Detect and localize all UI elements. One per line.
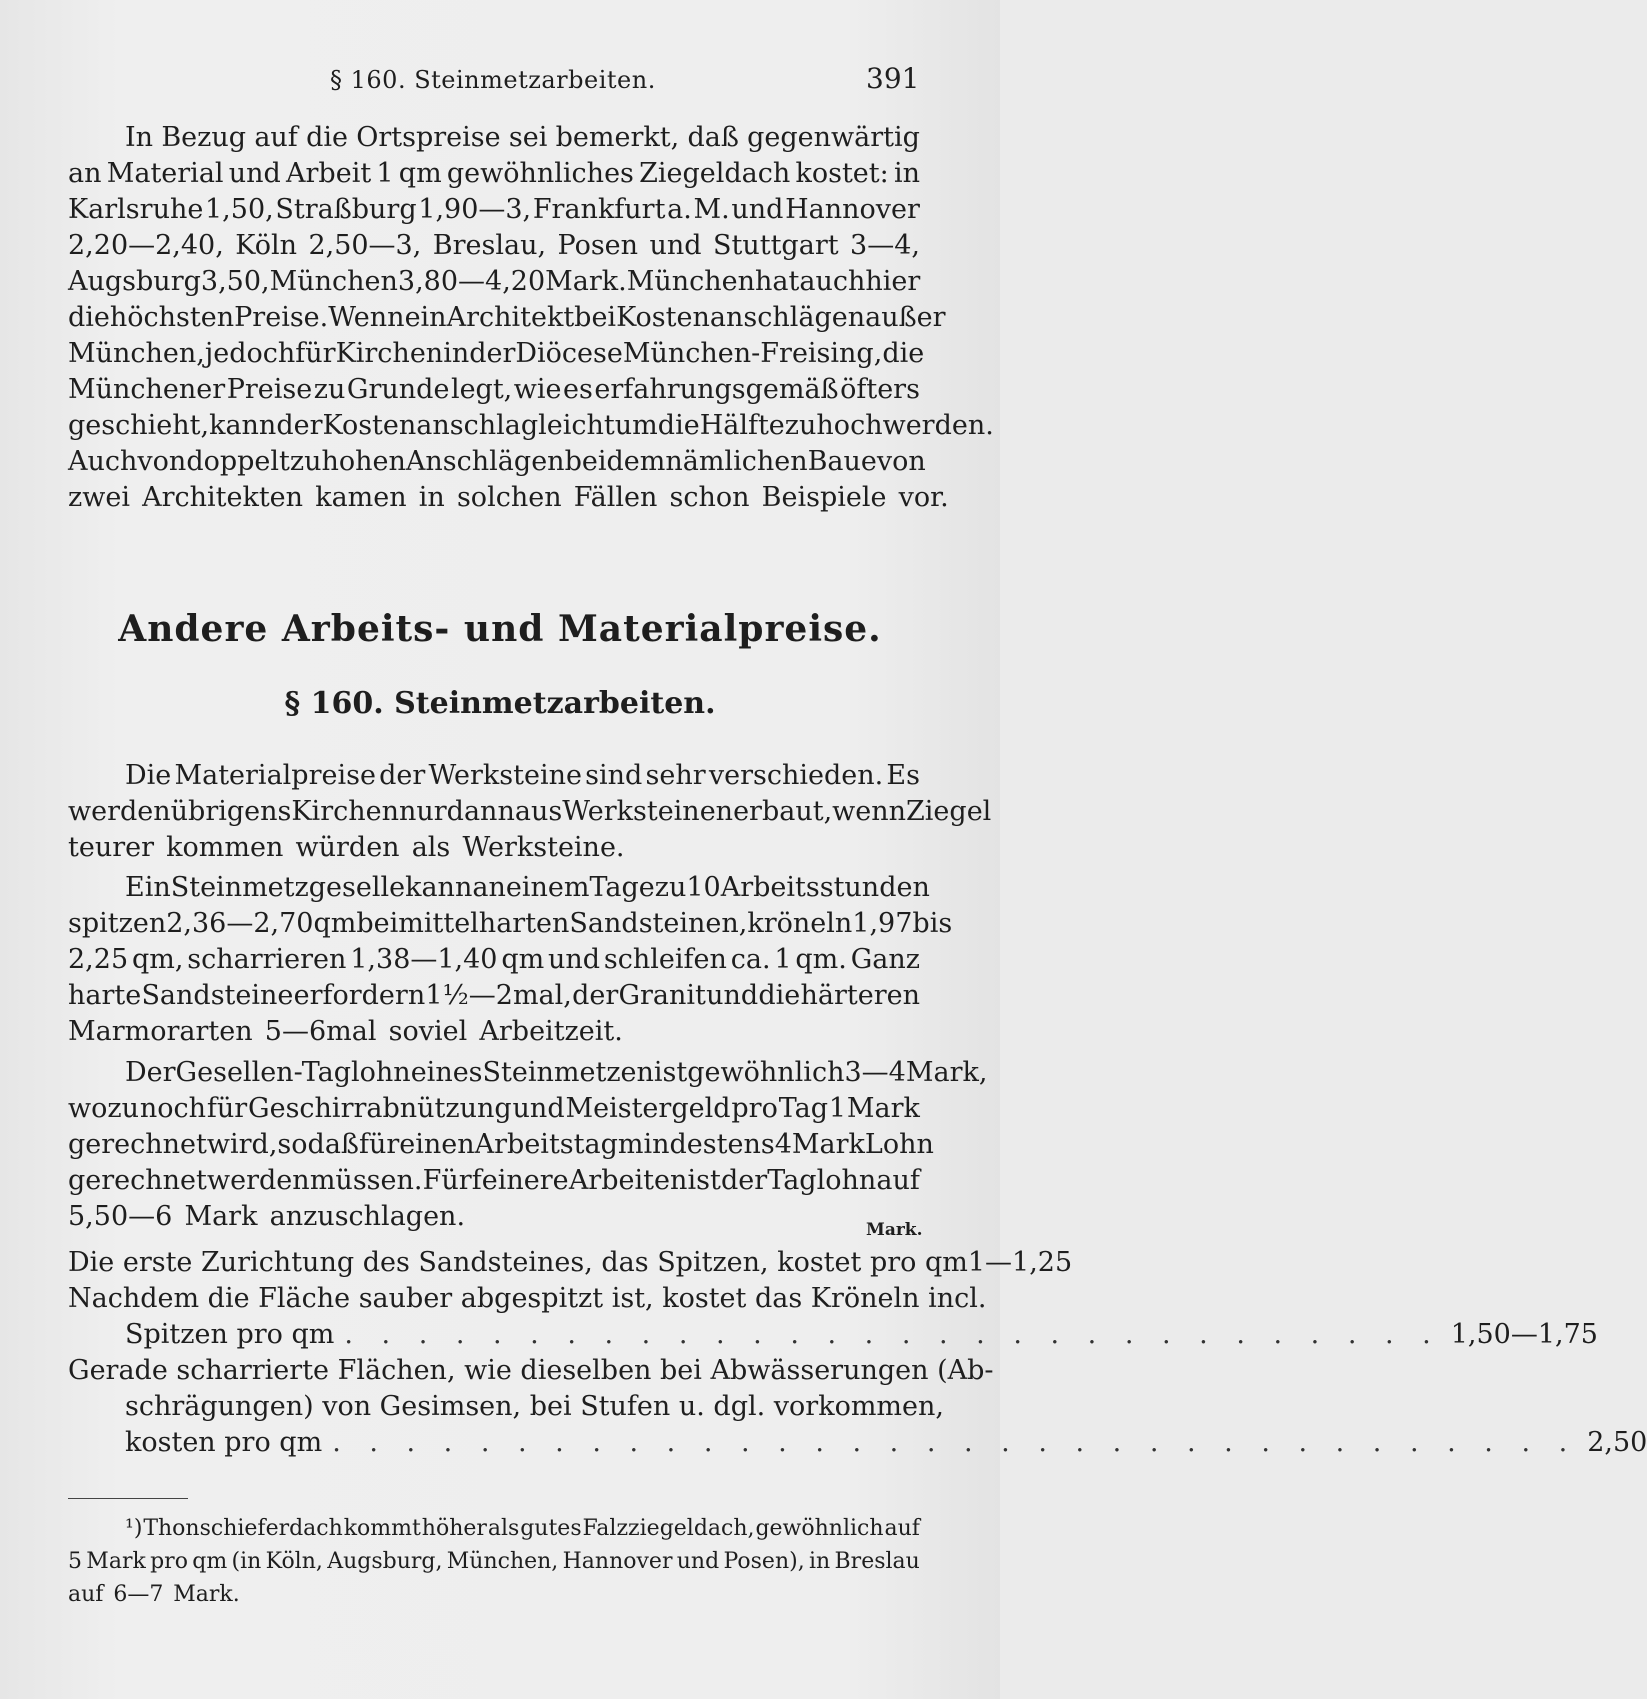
word: kommt: [343, 1516, 421, 1541]
text-line: [68, 336, 925, 372]
text-line: [68, 480, 949, 516]
text-line: [68, 830, 920, 866]
word: Arbeit: [286, 158, 372, 189]
word: 2,25: [68, 944, 129, 975]
text-line: [68, 1091, 920, 1127]
word: gerechnet: [68, 1129, 207, 1160]
word: Thonschieferdach: [143, 1516, 343, 1541]
word: Hannover: [785, 194, 920, 225]
text-line: [68, 906, 953, 942]
word: es: [563, 374, 593, 405]
word: Die: [125, 760, 172, 791]
paragraph-materialpreise: [68, 758, 992, 866]
word: zu: [313, 374, 346, 405]
word: Der: [125, 1057, 176, 1088]
word: sind: [585, 760, 643, 791]
word: ist: [653, 1057, 688, 1088]
price-item-scharriert-line1: [68, 1353, 994, 1389]
word: pro: [150, 1549, 188, 1574]
word: aus: [514, 796, 563, 827]
word: erbaut,: [733, 796, 833, 827]
word: der: [572, 980, 619, 1011]
word: würden: [295, 832, 400, 863]
word: Ortspreise: [356, 122, 501, 153]
word: kamen: [315, 482, 407, 513]
word: Sandsteinen,: [569, 908, 748, 939]
word: hier: [865, 266, 921, 297]
word: 3,80—4,20: [397, 266, 546, 297]
word: qm.: [795, 944, 847, 975]
word: 1: [828, 1093, 847, 1124]
word: daß: [687, 122, 739, 153]
word: leicht: [538, 410, 615, 441]
price-item-text: schrägungen) von Gesimsen, bei Stufen u. dgl. vorkommen,: [125, 1391, 944, 1422]
price-item-scharriert-line2: [68, 1389, 944, 1425]
word: der: [469, 338, 516, 369]
word: in: [418, 482, 445, 513]
word: höher: [421, 1516, 487, 1541]
word: kommen: [166, 832, 284, 863]
word: zu: [784, 410, 817, 441]
word: Frankfurt: [532, 194, 666, 225]
word: nur: [398, 796, 447, 827]
paragraph-taglohn: [68, 1055, 988, 1235]
word: zwei: [68, 482, 130, 513]
word: nämlichen: [665, 446, 808, 477]
word: in: [443, 338, 470, 369]
price-item-text: Spitzen pro qm: [125, 1319, 335, 1350]
word: die: [882, 338, 925, 369]
word: 3—4,: [850, 230, 920, 261]
word: München: [626, 266, 756, 297]
word: und: [512, 1093, 565, 1124]
text-line: [68, 758, 920, 794]
word: mindestens: [617, 1129, 775, 1160]
word: Beispiele: [761, 482, 887, 513]
text-line: [68, 794, 992, 830]
word: wenn: [832, 796, 907, 827]
text-line: [68, 870, 930, 906]
word: Preise: [226, 374, 313, 405]
word: gerechnet: [68, 1165, 207, 1196]
word: Kirchen: [291, 796, 399, 827]
price-item-text: Gerade scharrierte Flächen, wie dieselben bei Abwässerungen (Ab-: [68, 1355, 994, 1386]
word: doppelt: [186, 446, 290, 477]
word: Ganz: [850, 944, 920, 975]
word: und: [706, 980, 759, 1011]
word: Anschlägen: [405, 446, 565, 477]
word: daß: [307, 1129, 359, 1160]
text-line: [68, 444, 926, 480]
word: bei: [564, 446, 607, 477]
footnote: [68, 1512, 920, 1611]
word: Arbeiten: [568, 1165, 688, 1196]
word: bei: [356, 908, 399, 939]
word: Ein: [125, 872, 171, 903]
word: Mark: [791, 1129, 865, 1160]
word: einem: [505, 872, 590, 903]
word: 1,38—1,40: [350, 944, 498, 975]
word: Werksteine.: [462, 832, 625, 863]
word: kann: [209, 410, 277, 441]
word: Gesellen-Taglohn: [175, 1057, 411, 1088]
word: München,: [446, 1549, 559, 1574]
word: hohen: [321, 446, 406, 477]
word: 1,97: [852, 908, 913, 939]
word: bis: [912, 908, 953, 939]
word: werden: [68, 796, 171, 827]
word: Mark.: [545, 266, 627, 297]
word: gewöhnlich: [755, 1516, 884, 1541]
word: ca.: [730, 944, 771, 975]
price-item-kroeneln-line1: [68, 1281, 987, 1317]
word: Werksteine: [428, 760, 582, 791]
word: qm: [313, 908, 357, 939]
text-line: [68, 1055, 988, 1091]
word: Kostenanschlag: [322, 410, 539, 441]
word: Tage: [589, 872, 655, 903]
word: Architekten: [142, 482, 304, 513]
word: Mark: [86, 1549, 146, 1574]
word: Arbeitsstunden: [720, 872, 930, 903]
word: an: [472, 872, 506, 903]
word: an: [68, 158, 102, 189]
word: erfahrungsgemäß: [594, 374, 839, 405]
word: kann: [405, 872, 473, 903]
word: Bezug: [161, 122, 247, 153]
word: anzuschlagen.: [269, 1201, 466, 1232]
word: Mark: [846, 1093, 920, 1124]
word: als: [487, 1516, 520, 1541]
word: Geschirrabnützung: [248, 1093, 512, 1124]
main-heading: Andere Arbeits- und Materialpreise.: [118, 608, 882, 650]
word: gewöhnliches: [446, 158, 634, 189]
word: und: [731, 194, 784, 225]
word: für: [206, 1093, 248, 1124]
word: Augsburg: [68, 266, 201, 297]
word: ¹): [125, 1516, 143, 1541]
word: müssen.: [309, 1165, 423, 1196]
word: der: [720, 1165, 768, 1196]
price-item-spitzen: [68, 1245, 1073, 1281]
section-heading: § 160. Steinmetzarbeiten.: [284, 686, 716, 721]
word: für: [358, 1129, 400, 1160]
word: Es: [886, 760, 920, 791]
word: harte: [68, 980, 142, 1011]
word: Mark: [184, 1201, 258, 1232]
word: die: [758, 980, 801, 1011]
word: hoch: [816, 410, 883, 441]
word: härteren: [800, 980, 920, 1011]
word: und: [649, 230, 702, 261]
word: pro: [731, 1093, 778, 1124]
word: bei: [574, 302, 617, 333]
word: Meistergeld: [565, 1093, 731, 1124]
word: 1½—2mal,: [425, 980, 572, 1011]
word: und: [548, 944, 601, 975]
text-line: [68, 1578, 920, 1611]
word: Hälfte: [699, 410, 785, 441]
word: schon: [669, 482, 750, 513]
word: Arbeitzeit.: [479, 1016, 623, 1047]
text-line: [68, 978, 920, 1014]
word: gutes: [520, 1516, 582, 1541]
word: 10: [686, 872, 721, 903]
word: Marmorarten: [68, 1016, 253, 1047]
word: und: [676, 1549, 720, 1574]
word: Auch: [68, 446, 138, 477]
price-item-kroeneln: [68, 1317, 1598, 1353]
word: einen: [399, 1129, 475, 1160]
word: 1,90—3,: [418, 194, 532, 225]
word: 3—4: [844, 1057, 906, 1088]
word: auf: [68, 1582, 104, 1607]
text-line: [68, 156, 920, 192]
word: auf: [254, 122, 298, 153]
word: wozu: [68, 1093, 139, 1124]
word: solchen: [456, 482, 562, 513]
word: Fällen: [573, 482, 658, 513]
word: Mark,: [905, 1057, 988, 1088]
text-line: [68, 264, 920, 300]
word: Arbeitstag: [474, 1129, 618, 1160]
text-line: [68, 1127, 934, 1163]
word: als: [411, 832, 451, 863]
word: Posen: [557, 230, 639, 261]
word: in: [893, 158, 920, 189]
word: 2,20—2,40,: [68, 230, 224, 261]
footnote-rule: [68, 1498, 188, 1499]
word: Lohn: [864, 1129, 934, 1160]
word: kostet:: [795, 158, 889, 189]
word: ein: [404, 302, 447, 333]
price-value: 1,50—1,75: [1450, 1319, 1598, 1350]
word: verschieden.: [708, 760, 884, 791]
word: Materialpreise: [174, 760, 376, 791]
word: Augsburg,: [327, 1549, 443, 1574]
word: Kostenanschlägen: [616, 302, 866, 333]
word: qm: [501, 944, 545, 975]
word: auf: [876, 1165, 920, 1196]
text-line: [68, 942, 920, 978]
word: 2,36—2,70: [166, 908, 314, 939]
paragraph-ortspreise: [68, 120, 994, 516]
word: ist: [687, 1165, 721, 1196]
word: Material: [106, 158, 224, 189]
word: der: [276, 410, 323, 441]
word: Ziegeldach: [639, 158, 791, 189]
text-line: [68, 1545, 920, 1578]
word: sei: [508, 122, 548, 153]
word: Ziegel: [906, 796, 992, 827]
word: Köln: [235, 230, 297, 261]
word: außer: [865, 302, 946, 333]
word: Posen),: [723, 1549, 805, 1574]
word: In: [125, 122, 154, 153]
word: qm: [398, 158, 442, 189]
word: zu: [654, 872, 687, 903]
word: Tag: [778, 1093, 828, 1124]
word: (in: [231, 1549, 262, 1574]
word: höchsten: [109, 302, 235, 333]
text-line: [68, 372, 920, 408]
text-line: [68, 120, 920, 156]
word: gewöhnlich: [687, 1057, 845, 1088]
word: 5,50—6: [68, 1201, 173, 1232]
word: a.: [667, 194, 692, 225]
word: Kirchen: [335, 338, 444, 369]
word: vor.: [898, 482, 949, 513]
word: mittelharten: [398, 908, 570, 939]
word: zu: [289, 446, 322, 477]
word: gegenwärtig: [747, 122, 920, 153]
word: scharrieren: [187, 944, 347, 975]
word: 6—7: [113, 1582, 164, 1607]
word: legt,: [450, 374, 513, 405]
word: München,: [68, 338, 205, 369]
word: 5—6mal: [264, 1016, 377, 1047]
word: Preise.: [234, 302, 329, 333]
word: M.: [693, 194, 730, 225]
word: geschieht,: [68, 410, 210, 441]
word: auf: [884, 1516, 920, 1541]
word: dann: [446, 796, 515, 827]
word: wie: [513, 374, 562, 405]
word: bemerkt,: [555, 122, 680, 153]
word: Sandsteine: [141, 980, 294, 1011]
word: Steinmetzen: [482, 1057, 654, 1088]
word: 1: [774, 944, 792, 975]
word: Münchener: [68, 374, 226, 405]
price-item-text: kosten pro qm: [125, 1427, 323, 1458]
word: Baue: [807, 446, 877, 477]
word: kröneln: [747, 908, 853, 939]
word: Mark.: [173, 1582, 240, 1607]
text-line: [68, 1014, 920, 1050]
word: teurer: [68, 832, 155, 863]
word: 1,50,: [205, 194, 274, 225]
word: noch: [139, 1093, 206, 1124]
text-line: [68, 300, 946, 336]
word: Für: [422, 1165, 472, 1196]
running-title: § 160. Steinmetzarbeiten.: [330, 66, 656, 94]
word: Taglohn: [767, 1165, 877, 1196]
word: dem: [606, 446, 666, 477]
word: soviel: [388, 1016, 468, 1047]
word: 5: [68, 1549, 82, 1574]
price-item-scharriert: [68, 1425, 1647, 1461]
word: sehr: [645, 760, 706, 791]
price-list: [68, 1245, 1647, 1461]
text-line: [68, 1199, 920, 1235]
word: Architekt: [446, 302, 575, 333]
word: 1: [376, 158, 394, 189]
word: in: [809, 1549, 831, 1574]
word: wird,: [206, 1129, 278, 1160]
word: und: [228, 158, 281, 189]
dot-leader: . . . . . . . . . . . . . . . . . . . . . . . . . . . . . . . . . .: [332, 1427, 1578, 1458]
word: auch: [799, 266, 866, 297]
word: Wenn: [328, 302, 405, 333]
word: um: [614, 410, 658, 441]
word: Hannover: [562, 1549, 673, 1574]
word: Stuttgart: [713, 230, 839, 261]
dot-leader: . . . . . . . . . . . . . . . . . . . . . . . . . . . . . .: [344, 1319, 1441, 1350]
word: München-Freising,: [622, 338, 883, 369]
word: 2,50—3,: [308, 230, 422, 261]
word: Breslau,: [432, 230, 547, 261]
word: so: [277, 1129, 308, 1160]
word: erfordern: [293, 980, 426, 1011]
paragraph-steinmetzgeselle: [68, 870, 953, 1050]
word: der: [379, 760, 426, 791]
word: von: [137, 446, 187, 477]
word: München: [269, 266, 398, 297]
price-value: 2,50: [1587, 1427, 1647, 1458]
word: Grunde: [346, 374, 450, 405]
word: Straßburg: [275, 194, 417, 225]
word: spitzen: [68, 908, 167, 939]
price-item-text: Die erste Zurichtung des Sandsteines, das Spitzen, kostet pro qm: [68, 1247, 968, 1278]
word: jedoch: [204, 338, 296, 369]
word: schleifen: [603, 944, 727, 975]
word: Werksteinen: [562, 796, 734, 827]
word: Steinmetzgeselle: [170, 872, 406, 903]
word: werden: [207, 1165, 310, 1196]
word: von: [876, 446, 926, 477]
word: werden.: [882, 410, 994, 441]
price-unit-label: Mark.: [866, 1220, 923, 1240]
word: die: [657, 410, 700, 441]
word: qm: [192, 1549, 228, 1574]
price-item-text: Nachdem die Fläche sauber abgespitzt ist, kostet das Kröneln incl.: [68, 1283, 987, 1314]
word: öfters: [840, 374, 920, 405]
word: 4: [774, 1129, 792, 1160]
word: Karlsruhe: [68, 194, 204, 225]
word: qm,: [131, 944, 184, 975]
word: eines: [410, 1057, 483, 1088]
word: Köln,: [265, 1549, 323, 1574]
text-line: [68, 192, 920, 228]
word: hat: [755, 266, 800, 297]
word: Diöcese: [515, 338, 623, 369]
price-value: 1—1,25: [967, 1247, 1073, 1278]
word: Granit: [618, 980, 706, 1011]
page-number: 391: [866, 62, 920, 95]
word: die: [68, 302, 110, 333]
word: 3,50,: [200, 266, 270, 297]
text-line: [68, 228, 920, 264]
text-line: [68, 408, 994, 444]
word: für: [295, 338, 336, 369]
word: übrigens: [170, 796, 292, 827]
word: Falzziegeldach,: [582, 1516, 755, 1541]
text-line: [68, 1163, 920, 1199]
word: Breslau: [834, 1549, 920, 1574]
word: feinere: [471, 1165, 569, 1196]
word: die: [306, 122, 348, 153]
text-line: [68, 1512, 920, 1545]
